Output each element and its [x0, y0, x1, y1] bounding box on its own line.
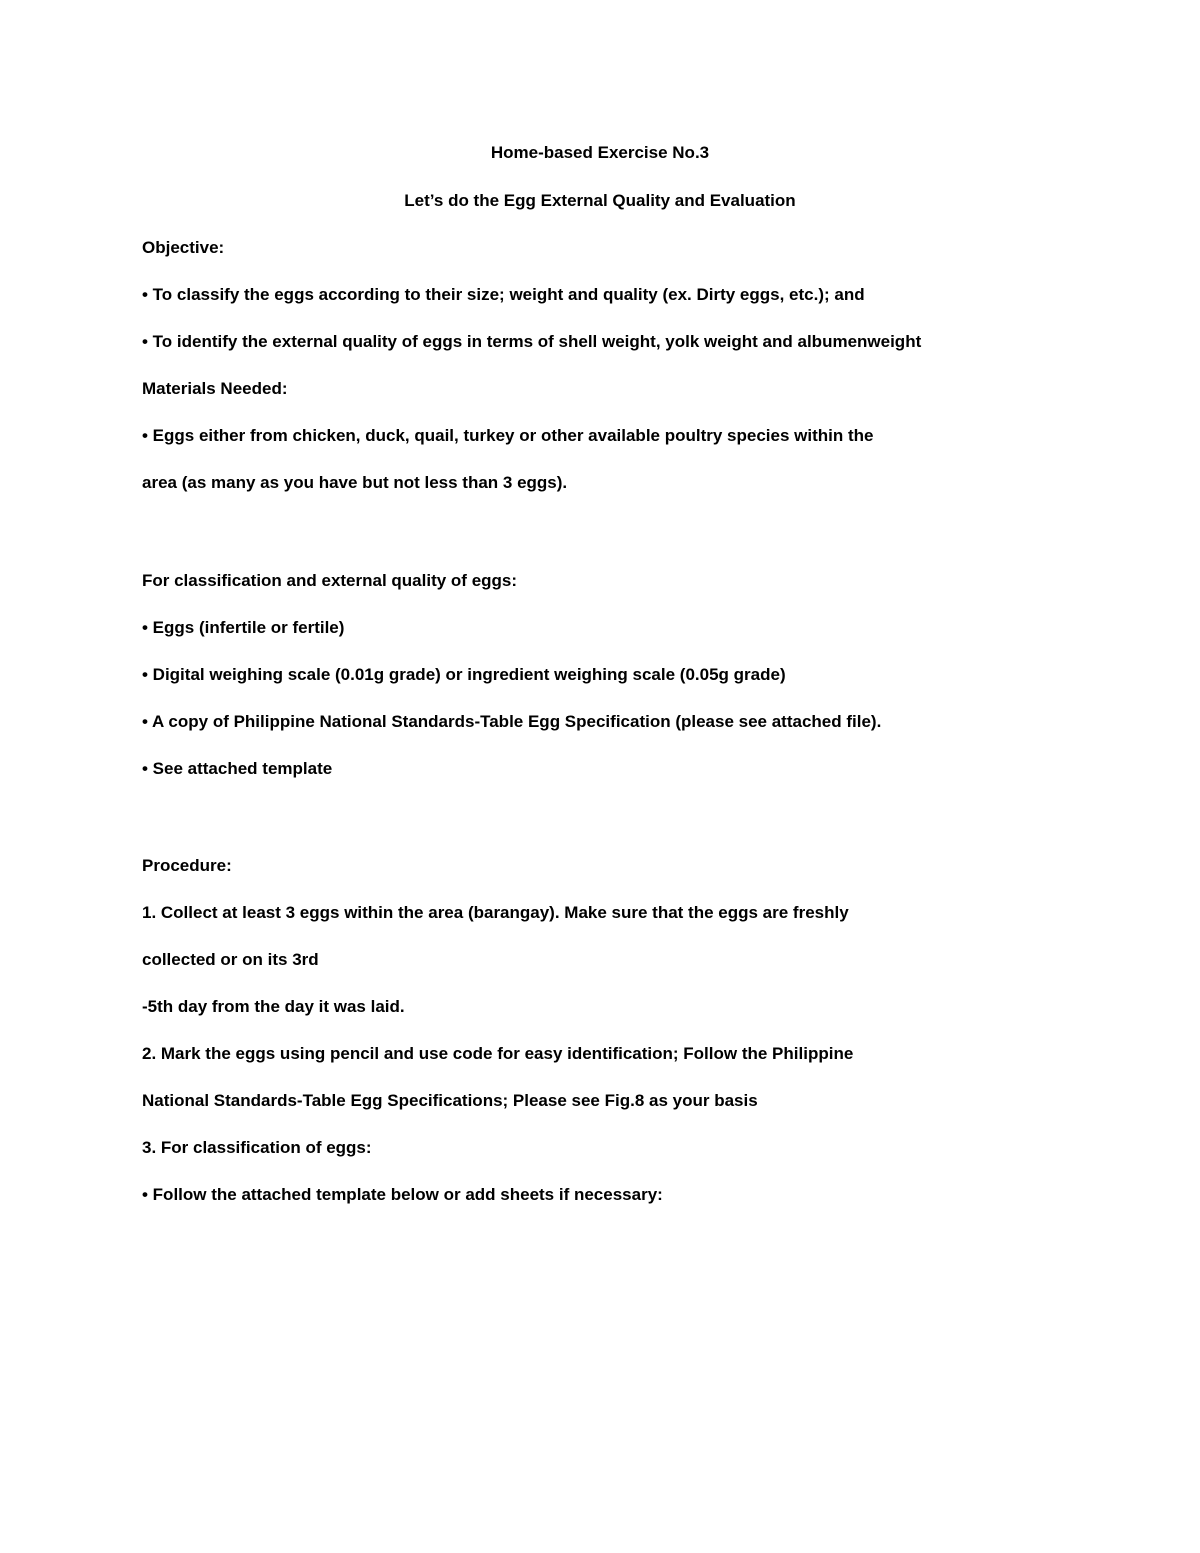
- document-title: Home-based Exercise No.3: [490, 143, 710, 162]
- classification-item: • A copy of Philippine National Standards-Table Egg Specification (please see attached file).: [142, 712, 882, 731]
- procedure-line: collected or on its 3rd: [142, 950, 319, 969]
- classification-item: • Eggs (infertile or fertile): [142, 618, 345, 637]
- objective-item: • To identify the external quality of eggs in terms of shell weight, yolk weight and albumenweight: [142, 332, 922, 351]
- classification-item: • Digital weighing scale (0.01g grade) or ingredient weighing scale (0.05g grade): [142, 665, 786, 684]
- procedure-line: • Follow the attached template below or add sheets if necessary:: [142, 1185, 663, 1204]
- procedure-line: 1. Collect at least 3 eggs within the area (barangay). Make sure that the eggs are freshly: [142, 903, 849, 922]
- document-subtitle: Let’s do the Egg External Quality and Evaluation: [404, 191, 796, 210]
- materials-item-continuation: area (as many as you have but not less than 3 eggs).: [142, 473, 568, 492]
- classification-item: • See attached template: [142, 759, 333, 778]
- procedure-line: 3. For classification of eggs:: [142, 1138, 372, 1157]
- procedure-heading: Procedure:: [142, 856, 232, 875]
- objective-item: • To classify the eggs according to their size; weight and quality (ex. Dirty eggs, etc.); and: [142, 285, 865, 304]
- procedure-line: 2. Mark the eggs using pencil and use code for easy identification; Follow the Philippine: [142, 1044, 854, 1063]
- procedure-line: -5th day from the day it was laid.: [142, 997, 405, 1016]
- procedure-line: National Standards-Table Egg Specifications; Please see Fig.8 as your basis: [142, 1091, 758, 1110]
- classification-heading: For classification and external quality of eggs:: [142, 571, 518, 590]
- materials-heading: Materials Needed:: [142, 379, 288, 398]
- materials-item: • Eggs either from chicken, duck, quail, turkey or other available poultry species within the: [142, 426, 874, 445]
- objective-heading: Objective:: [142, 238, 225, 257]
